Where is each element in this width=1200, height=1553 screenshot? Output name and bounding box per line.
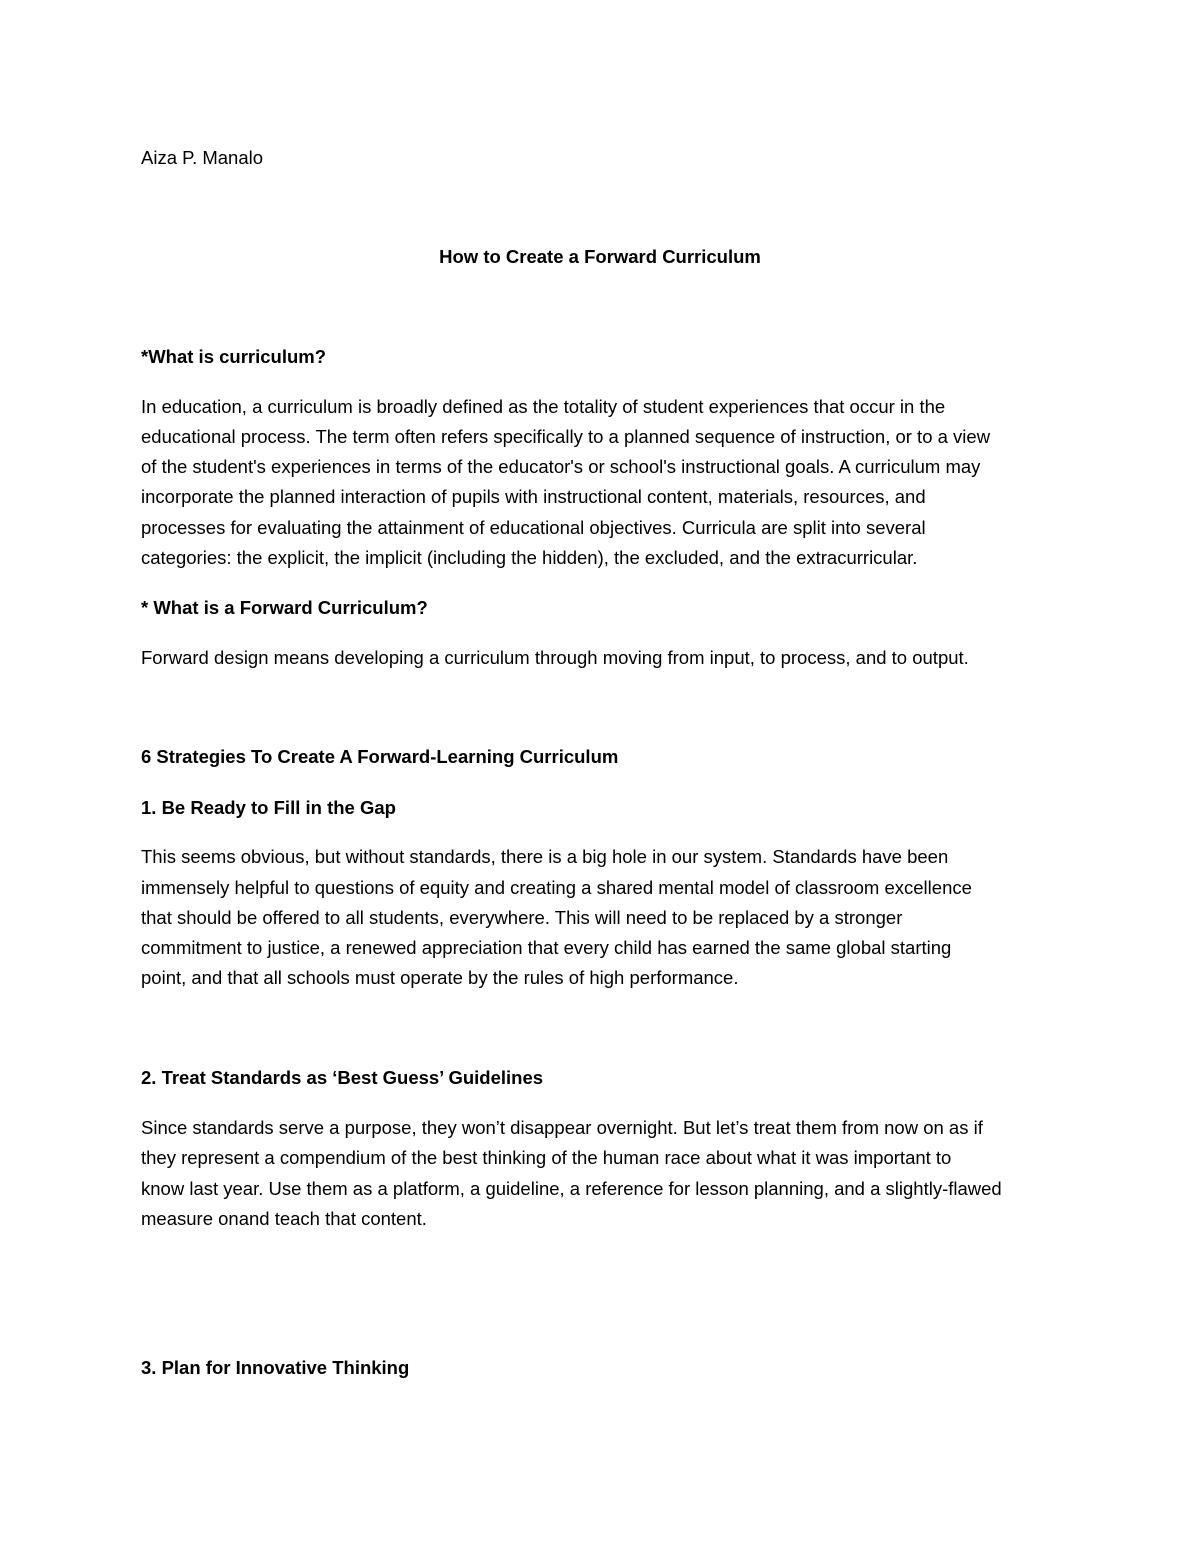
strategy-2-heading: 2. Treat Standards as ‘Best Guess’ Guidelines <box>141 1067 544 1088</box>
section-heading-forward-curriculum: * What is a Forward Curriculum? <box>141 597 428 618</box>
paragraph-line: measure onand teach that content. <box>141 1208 427 1229</box>
paragraph-line: This seems obvious, but without standards, there is a big hole in our system. Standards have been <box>141 846 949 867</box>
document-title: How to Create a Forward Curriculum <box>439 246 761 267</box>
paragraph-line: incorporate the planned interaction of pupils with instructional content, materials, resources, and <box>141 486 926 507</box>
author-name: Aiza P. Manalo <box>141 147 264 168</box>
paragraph-line: they represent a compendium of the best thinking of the human race about what it was important to <box>141 1147 952 1168</box>
strategy-3-heading: 3. Plan for Innovative Thinking <box>141 1357 410 1378</box>
section-heading-what-is-curriculum: *What is curriculum? <box>141 346 327 367</box>
paragraph-line: point, and that all schools must operate by the rules of high performance. <box>141 967 739 988</box>
strategies-heading: 6 Strategies To Create A Forward-Learning Curriculum <box>141 746 619 767</box>
paragraph-line: processes for evaluating the attainment of educational objectives. Curricula are split into several <box>141 517 926 538</box>
paragraph-line: commitment to justice, a renewed appreciation that every child has earned the same global starting <box>141 937 952 958</box>
paragraph-line: Forward design means developing a curriculum through moving from input, to process, and to output. <box>141 647 969 668</box>
strategy-1-heading: 1. Be Ready to Fill in the Gap <box>141 797 396 818</box>
paragraph-line: categories: the explicit, the implicit (including the hidden), the excluded, and the extracurricular. <box>141 547 918 568</box>
paragraph-line: educational process. The term often refers specifically to a planned sequence of instruction, or to a view <box>141 426 991 447</box>
paragraph-line: of the student's experiences in terms of the educator's or school's instructional goals. A curriculum may <box>141 456 981 477</box>
paragraph-line: know last year. Use them as a platform, a guideline, a reference for lesson planning, and a slightly-flawed <box>141 1178 1002 1199</box>
paragraph-line: that should be offered to all students, everywhere. This will need to be replaced by a stronger <box>141 907 903 928</box>
paragraph-line: Since standards serve a purpose, they won’t disappear overnight. But let’s treat them from now on as if <box>141 1117 983 1138</box>
paragraph-line: In education, a curriculum is broadly defined as the totality of student experiences that occur in the <box>141 396 946 417</box>
paragraph-line: immensely helpful to questions of equity and creating a shared mental model of classroom excellence <box>141 877 972 898</box>
